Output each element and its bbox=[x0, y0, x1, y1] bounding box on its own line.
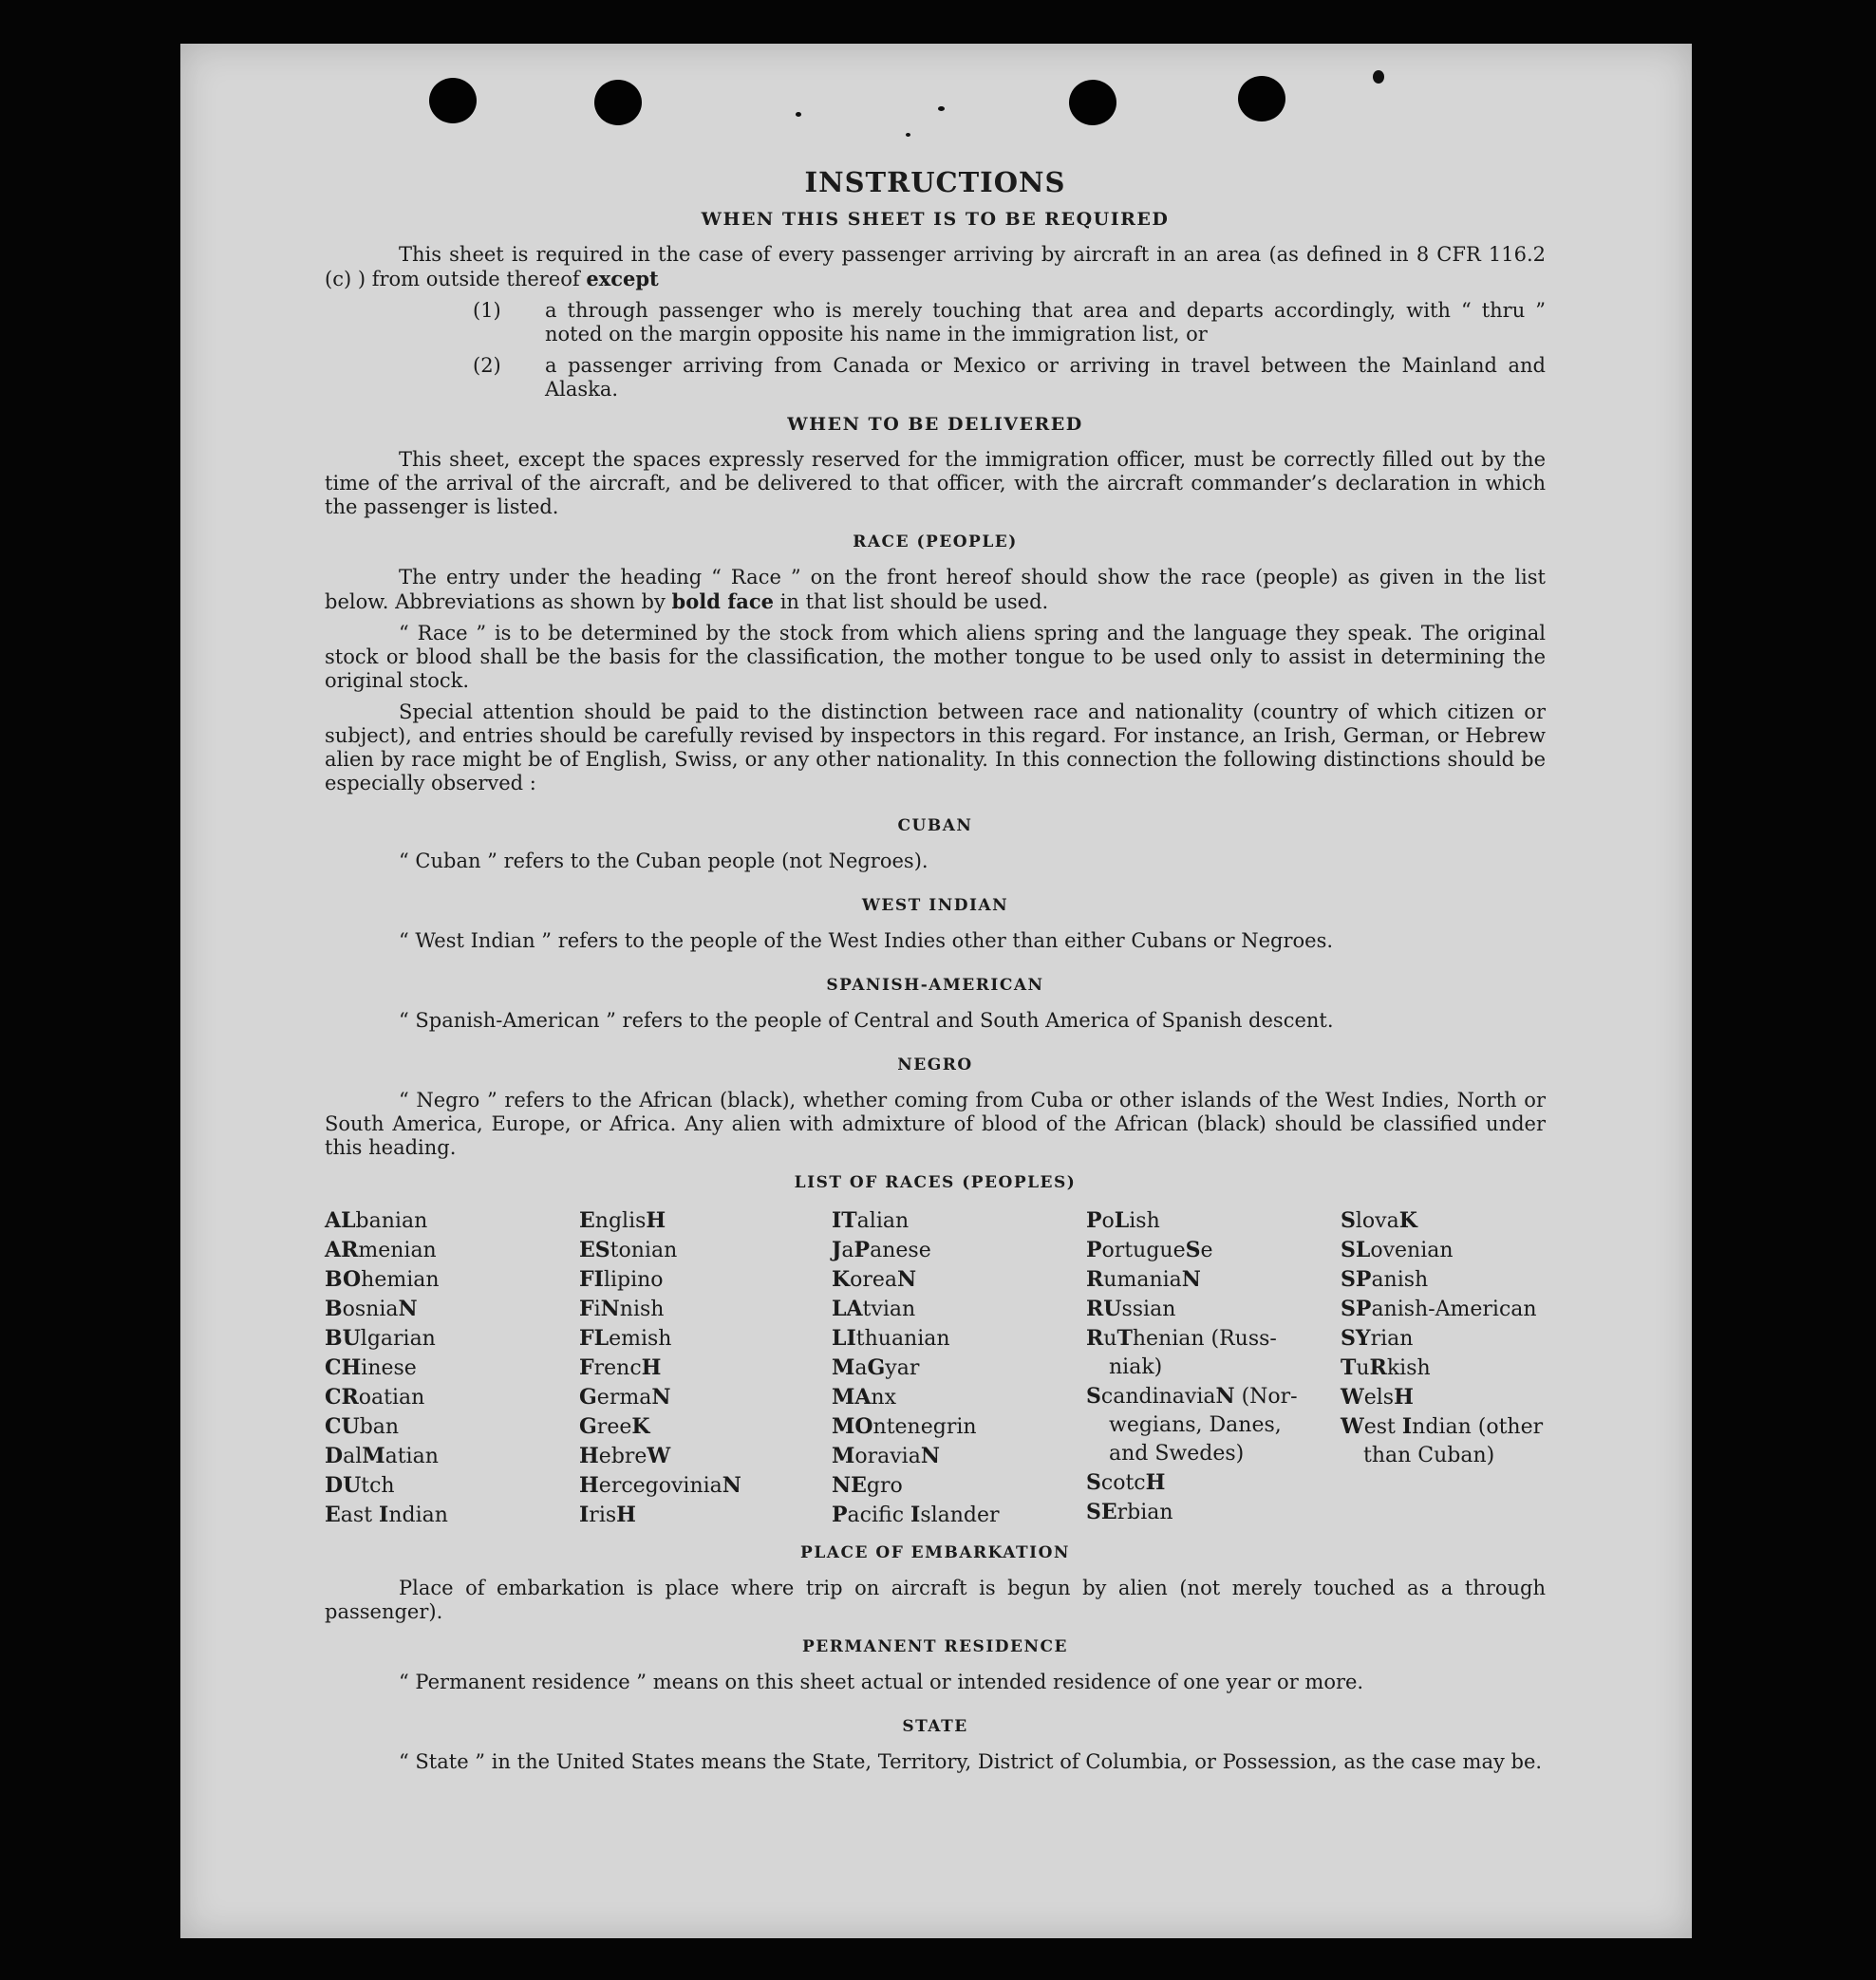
race-text: nish bbox=[619, 1298, 665, 1321]
section-heading-state: STATE bbox=[902, 1717, 968, 1736]
race-entry bbox=[1086, 1382, 1341, 1411]
race-abbreviation: SL bbox=[1341, 1238, 1371, 1262]
race-abbreviation: RU bbox=[1086, 1297, 1122, 1321]
race-entry bbox=[1341, 1265, 1597, 1295]
race-abbreviation: K bbox=[832, 1267, 851, 1292]
race-abbreviation: CH bbox=[325, 1355, 362, 1380]
race-text: oatian bbox=[358, 1386, 425, 1410]
race-abbreviation: M bbox=[362, 1444, 385, 1468]
race-abbreviation: K bbox=[631, 1414, 650, 1439]
race-text: rbian bbox=[1116, 1501, 1173, 1524]
section-heading-cuban: CUBAN bbox=[897, 816, 973, 835]
race-entry bbox=[1341, 1383, 1597, 1412]
race-entry bbox=[832, 1383, 1086, 1412]
race-abbreviation: W bbox=[1341, 1414, 1364, 1439]
race-abbreviation: CU bbox=[325, 1414, 360, 1439]
race-abbreviation: K bbox=[1398, 1208, 1417, 1233]
section-heading-west-indian: WEST INDIAN bbox=[861, 896, 1009, 915]
race-entry bbox=[579, 1501, 832, 1530]
race-abbreviation: E bbox=[579, 1208, 595, 1233]
race-text: ssian bbox=[1121, 1298, 1176, 1321]
cuban-text: “ Cuban ” refers to the Cuban people (not Negroes). bbox=[399, 850, 929, 872]
negro-text: “ Negro ” refers to the African (black), whether coming from Cuba or other islands of the West Indies, North or South America, Europe, or Africa. Any alien with admixture of blood of the African (black) should be classified under this heading. bbox=[325, 1089, 1546, 1159]
spanish-american-text: “ Spanish-American ” refers to the people of Central and South America of Spanish descent. bbox=[399, 1009, 1334, 1032]
race-text: o bbox=[1101, 1209, 1115, 1233]
race-abbreviation: N bbox=[398, 1297, 418, 1321]
race-text: ndian bbox=[388, 1504, 448, 1527]
race-entry bbox=[325, 1412, 579, 1442]
race-abbreviation: T bbox=[1341, 1355, 1357, 1380]
race-entry bbox=[1086, 1498, 1341, 1527]
race-text: lipino bbox=[603, 1268, 664, 1292]
race-text: ortugue bbox=[1101, 1239, 1186, 1262]
speck bbox=[906, 133, 910, 137]
race-entry bbox=[579, 1383, 832, 1412]
race-entry bbox=[579, 1265, 832, 1295]
race-abbreviation: SE bbox=[1086, 1500, 1117, 1524]
residence-text: “ Permanent residence ” means on this sheet actual or intended residence of one year or more. bbox=[399, 1671, 1364, 1693]
race-text: ris bbox=[589, 1504, 617, 1527]
race-abbreviation: CR bbox=[325, 1385, 359, 1410]
race-abbreviation: B bbox=[325, 1297, 343, 1321]
race-entry bbox=[325, 1383, 579, 1412]
race-entry bbox=[1341, 1442, 1597, 1470]
race-entry bbox=[1341, 1324, 1597, 1354]
race-text: ntenegrin bbox=[872, 1415, 977, 1439]
race-entry bbox=[325, 1354, 579, 1383]
race-text: oravia bbox=[854, 1445, 921, 1468]
races-column bbox=[1341, 1206, 1597, 1530]
race-text: atian bbox=[385, 1445, 439, 1468]
race-abbreviation: S bbox=[1086, 1470, 1101, 1495]
race-entry bbox=[1086, 1468, 1341, 1498]
races-column bbox=[832, 1206, 1086, 1530]
race-entry bbox=[579, 1295, 832, 1324]
race-abbreviation: H bbox=[641, 1355, 662, 1380]
race-entry bbox=[1341, 1295, 1597, 1324]
race-text: i bbox=[593, 1298, 601, 1321]
race-abbreviation: FI bbox=[579, 1267, 604, 1292]
race-text: henian (Russ- bbox=[1132, 1327, 1277, 1351]
race-entry bbox=[1341, 1236, 1597, 1265]
race-entry bbox=[832, 1354, 1086, 1383]
race-entry bbox=[579, 1354, 832, 1383]
race-abbreviation: FL bbox=[579, 1326, 610, 1351]
race-text: al bbox=[343, 1445, 363, 1468]
race-text: a bbox=[854, 1356, 868, 1380]
race-text: ercegovinia bbox=[598, 1474, 722, 1498]
race-entry bbox=[832, 1324, 1086, 1354]
race-abbreviation: F bbox=[579, 1297, 594, 1321]
race-text: kish bbox=[1386, 1356, 1431, 1380]
race-abbreviation: W bbox=[647, 1444, 671, 1468]
speck bbox=[938, 106, 945, 111]
race-entry bbox=[579, 1324, 832, 1354]
race-entry bbox=[325, 1236, 579, 1265]
race-abbreviation: LI bbox=[832, 1326, 856, 1351]
race-text: anese bbox=[870, 1239, 931, 1262]
race-entry bbox=[325, 1324, 579, 1354]
race-abbreviation: H bbox=[616, 1503, 636, 1527]
race-abbreviation: SP bbox=[1341, 1297, 1372, 1321]
punch-hole bbox=[429, 78, 477, 123]
section-heading-residence: PERMANENT RESIDENCE bbox=[801, 1637, 1069, 1656]
race-abbreviation: R bbox=[1086, 1326, 1104, 1351]
races-column bbox=[1086, 1206, 1341, 1530]
race-abbreviation: R bbox=[1086, 1267, 1104, 1292]
race-text: niak) bbox=[1109, 1355, 1163, 1379]
delivered-text: This sheet, except the spaces expressly reserved for the immigration officer, must be correctly filled out by the time of the arrival of the aircraft, and be delivered to that officer, with the aircraft commander’s declaration in which the passenger is listed. bbox=[325, 448, 1546, 518]
race-abbreviation: M bbox=[832, 1444, 855, 1468]
race-entry bbox=[1086, 1440, 1341, 1468]
race-entry bbox=[1086, 1411, 1341, 1440]
race-text: osnia bbox=[342, 1298, 399, 1321]
race-text: acific bbox=[847, 1504, 911, 1527]
race-text: tvian bbox=[862, 1298, 916, 1321]
race-paragraph-1: The entry under the heading “ Race ” on the front hereof should show the race (people) as given in the list below. Abbreviations as shown by bold face in that list should be used. bbox=[325, 566, 1546, 613]
race-text: a bbox=[841, 1239, 854, 1262]
race-entry bbox=[832, 1236, 1086, 1265]
race-entry bbox=[832, 1206, 1086, 1236]
race-text: renc bbox=[593, 1356, 642, 1380]
race-abbreviation: H bbox=[1394, 1385, 1414, 1410]
race-text: candinavia bbox=[1100, 1385, 1216, 1409]
required-intro: This sheet is required in the case of every passenger arriving by aircraft in an area (as defined in 8 CFR 116.2 (c) ) from outside thereof except bbox=[325, 243, 1546, 290]
race-abbreviation: I bbox=[379, 1503, 389, 1527]
race-abbreviation: N bbox=[600, 1297, 620, 1321]
race-abbreviation: S bbox=[1086, 1384, 1101, 1409]
race-abbreviation: M bbox=[832, 1355, 855, 1380]
race-entry bbox=[325, 1501, 579, 1530]
race-text: rian bbox=[1370, 1327, 1414, 1351]
race-text: umania bbox=[1103, 1268, 1182, 1292]
race-entry bbox=[832, 1471, 1086, 1501]
race-abbreviation: G bbox=[579, 1385, 597, 1410]
race-abbreviation: F bbox=[579, 1355, 594, 1380]
race-text: inese bbox=[361, 1356, 417, 1380]
race-abbreviation: BO bbox=[325, 1267, 362, 1292]
section-heading-spanish-american: SPANISH-AMERICAN bbox=[826, 976, 1044, 995]
race-text: (Nor- bbox=[1234, 1385, 1298, 1409]
race-entry bbox=[1086, 1295, 1341, 1324]
section-heading-races-list: LIST OF RACES (PEOPLES) bbox=[794, 1173, 1077, 1192]
exception-item: (2) a passenger arriving from Canada or Mexico or arriving in travel between the Mainland and Alaska. bbox=[473, 354, 1546, 401]
race-text: u bbox=[1103, 1327, 1117, 1351]
race-text: thuanian bbox=[855, 1327, 950, 1351]
race-text: alian bbox=[856, 1209, 910, 1233]
race-entry bbox=[325, 1471, 579, 1501]
race-abbreviation: G bbox=[867, 1355, 886, 1380]
race-entry bbox=[579, 1412, 832, 1442]
race-text: ebre bbox=[598, 1445, 647, 1468]
race-text: emish bbox=[609, 1327, 672, 1351]
race-text: cotc bbox=[1100, 1471, 1146, 1495]
race-abbreviation: IT bbox=[832, 1208, 857, 1233]
race-text: slander bbox=[920, 1504, 1000, 1527]
race-abbreviation: T bbox=[1116, 1326, 1133, 1351]
race-text: tch bbox=[361, 1474, 395, 1498]
race-abbreviation: I bbox=[1401, 1414, 1413, 1439]
race-text: anish-American bbox=[1371, 1298, 1537, 1321]
race-abbreviation: N bbox=[920, 1444, 940, 1468]
race-abbreviation: J bbox=[832, 1238, 842, 1262]
race-entry bbox=[1341, 1206, 1597, 1236]
race-abbreviation: I bbox=[910, 1503, 921, 1527]
punch-hole bbox=[1069, 80, 1116, 125]
race-entry bbox=[579, 1442, 832, 1471]
race-abbreviation: S bbox=[1185, 1238, 1201, 1262]
speck bbox=[796, 112, 801, 117]
race-abbreviation: I bbox=[579, 1503, 590, 1527]
race-entry bbox=[1341, 1412, 1597, 1442]
race-entry bbox=[1086, 1265, 1341, 1295]
race-entry bbox=[325, 1265, 579, 1295]
race-abbreviation: P bbox=[832, 1503, 848, 1527]
races-list bbox=[325, 1206, 1546, 1530]
race-text: hemian bbox=[361, 1268, 440, 1292]
race-abbreviation: SP bbox=[1341, 1267, 1372, 1292]
race-text: lgarian bbox=[360, 1327, 436, 1351]
race-abbreviation: H bbox=[646, 1208, 666, 1233]
race-text: ndian (other bbox=[1412, 1415, 1544, 1439]
race-text: erma bbox=[596, 1386, 652, 1410]
race-abbreviation: H bbox=[579, 1444, 599, 1468]
race-entry bbox=[579, 1471, 832, 1501]
race-abbreviation: NE bbox=[832, 1473, 867, 1498]
race-entry bbox=[1341, 1354, 1597, 1383]
race-text: est bbox=[1363, 1415, 1402, 1439]
race-abbreviation: N bbox=[897, 1267, 917, 1292]
section-heading-race: RACE (PEOPLE) bbox=[853, 532, 1018, 551]
state-text: “ State ” in the United States means the State, Territory, District of Columbia, or Possession, as the case may be. bbox=[399, 1750, 1543, 1773]
west-indian-text: “ West Indian ” refers to the people of the West Indies other than either Cubans or Negroes. bbox=[399, 929, 1334, 952]
race-entry bbox=[832, 1501, 1086, 1530]
race-text: ovenian bbox=[1370, 1239, 1454, 1262]
races-column bbox=[579, 1206, 832, 1530]
race-abbreviation: S bbox=[1341, 1208, 1356, 1233]
race-paragraph-2: “ Race ” is to be determined by the stock from which aliens spring and the language they speak. The original stock or blood shall be the basis for the classification, the mother tongue to be used only to assist in determining the original stock. bbox=[325, 622, 1546, 692]
race-text: tonian bbox=[610, 1239, 678, 1262]
race-abbreviation: G bbox=[579, 1414, 597, 1439]
race-text: wegians, Danes, bbox=[1109, 1413, 1282, 1437]
race-text: ish bbox=[1129, 1209, 1160, 1233]
race-abbreviation: SY bbox=[1341, 1326, 1371, 1351]
embarkation-text: Place of embarkation is place where trip on aircraft is begun by alien (not merely touched as a through passenger). bbox=[325, 1577, 1546, 1623]
race-abbreviation: P bbox=[854, 1238, 871, 1262]
race-text: lova bbox=[1355, 1209, 1399, 1233]
race-text: banian bbox=[355, 1209, 428, 1233]
race-text: and Swedes) bbox=[1109, 1442, 1245, 1466]
punch-hole bbox=[1238, 76, 1285, 121]
race-abbreviation: N bbox=[1215, 1384, 1235, 1409]
race-text: u bbox=[1356, 1356, 1370, 1380]
race-entry bbox=[325, 1442, 579, 1471]
race-text: ban bbox=[359, 1415, 400, 1439]
speck bbox=[1373, 70, 1384, 84]
race-entry bbox=[1086, 1206, 1341, 1236]
race-text: menian bbox=[358, 1239, 437, 1262]
race-abbreviation: E bbox=[325, 1503, 341, 1527]
race-text: nx bbox=[871, 1386, 896, 1410]
race-abbreviation: H bbox=[579, 1473, 599, 1498]
race-text: orea bbox=[850, 1268, 898, 1292]
race-abbreviation: MO bbox=[832, 1414, 873, 1439]
race-text: than Cuban) bbox=[1363, 1444, 1495, 1467]
race-abbreviation: DU bbox=[325, 1473, 362, 1498]
punch-hole bbox=[594, 80, 642, 125]
race-text: gro bbox=[866, 1474, 903, 1498]
race-abbreviation: P bbox=[1086, 1208, 1102, 1233]
race-abbreviation: H bbox=[1145, 1470, 1166, 1495]
race-abbreviation: LA bbox=[832, 1297, 863, 1321]
race-entry bbox=[832, 1265, 1086, 1295]
race-entry bbox=[832, 1442, 1086, 1471]
race-abbreviation: L bbox=[1114, 1208, 1130, 1233]
race-text: e bbox=[1200, 1239, 1213, 1262]
races-column bbox=[325, 1206, 579, 1530]
race-abbreviation: MA bbox=[832, 1385, 872, 1410]
race-text: ast bbox=[340, 1504, 380, 1527]
race-text: anish bbox=[1371, 1268, 1429, 1292]
race-paragraph-3: Special attention should be paid to the distinction between race and nationality (country of which citizen or subject), and entries should be carefully revised by inspectors in this regard. For instance, an Irish, German, or Hebrew alien by race might be of English, Swiss, or any other nationality. In this connection the following distinctions should be especially observed : bbox=[325, 700, 1546, 794]
instructions-content bbox=[325, 167, 1546, 1782]
race-entry bbox=[1086, 1324, 1341, 1354]
race-entry bbox=[1086, 1236, 1341, 1265]
exception-item: (1) a through passenger who is merely touching that area and departs accordingly, with “ thru ” noted on the margin opposite his name in the immigration list, or bbox=[473, 299, 1546, 346]
section-heading-embarkation: PLACE OF EMBARKATION bbox=[800, 1543, 1070, 1562]
race-abbreviation: N bbox=[651, 1385, 671, 1410]
race-abbreviation: AR bbox=[325, 1238, 359, 1262]
race-text: els bbox=[1363, 1386, 1395, 1410]
race-entry bbox=[579, 1206, 832, 1236]
race-abbreviation: N bbox=[1181, 1267, 1201, 1292]
race-abbreviation: BU bbox=[325, 1326, 361, 1351]
race-entry bbox=[579, 1236, 832, 1265]
race-abbreviation: P bbox=[1086, 1238, 1102, 1262]
race-text: nglis bbox=[594, 1209, 647, 1233]
race-abbreviation: W bbox=[1341, 1385, 1364, 1410]
document-page bbox=[180, 44, 1692, 1938]
race-entry bbox=[325, 1295, 579, 1324]
race-entry bbox=[325, 1206, 579, 1236]
race-abbreviation: AL bbox=[325, 1208, 356, 1233]
section-heading-required: WHEN THIS SHEET IS TO BE REQUIRED bbox=[701, 209, 1170, 230]
race-text: ree bbox=[596, 1415, 632, 1439]
race-abbreviation: ES bbox=[579, 1238, 610, 1262]
race-abbreviation: R bbox=[1369, 1355, 1387, 1380]
race-entry bbox=[1086, 1354, 1341, 1382]
race-entry bbox=[832, 1412, 1086, 1442]
section-heading-negro: NEGRO bbox=[897, 1055, 973, 1074]
race-text: yar bbox=[885, 1356, 920, 1380]
page-title: INSTRUCTIONS bbox=[804, 166, 1066, 198]
section-heading-delivered: WHEN TO BE DELIVERED bbox=[787, 414, 1083, 435]
race-abbreviation: D bbox=[325, 1444, 344, 1468]
race-abbreviation: N bbox=[722, 1473, 741, 1498]
race-entry bbox=[832, 1295, 1086, 1324]
